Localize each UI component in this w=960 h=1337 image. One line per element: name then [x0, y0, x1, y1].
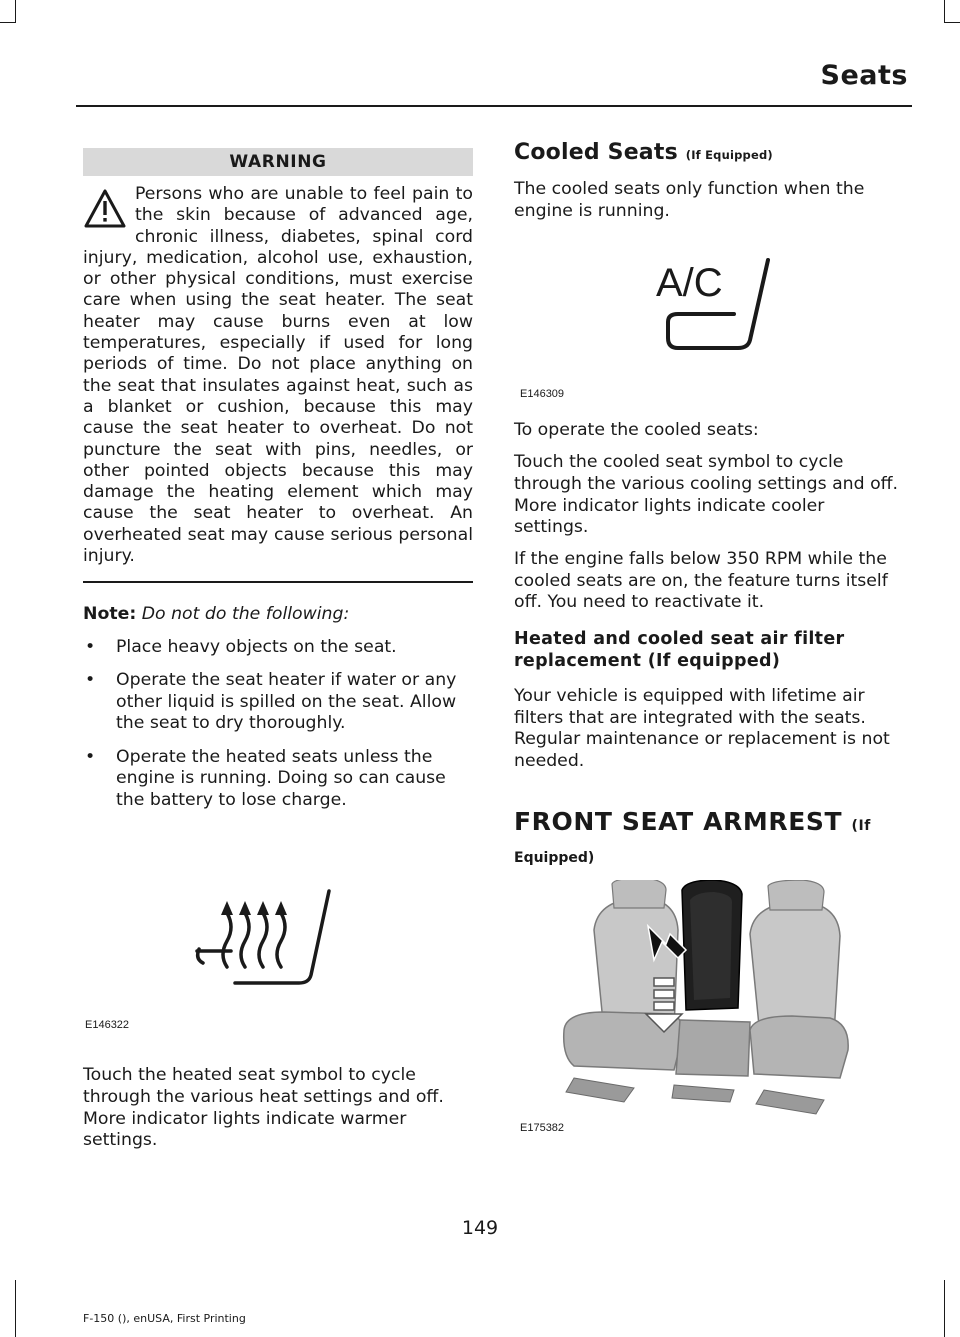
bullet-symbol: • [85, 670, 96, 691]
note [83, 603, 473, 625]
crop-mark-top-left-h [0, 22, 16, 23]
list-item: • Operate the heated seats unless the engine is running. Doing so can cause the battery to lose charge. [85, 746, 446, 810]
heated-seat-figure [83, 823, 473, 1055]
header-rule [76, 105, 912, 107]
cooled-operate-heading: To operate the cooled seats: [514, 420, 759, 441]
cooled-rpm-text: If the engine falls below 350 RPM while the cooled seats are on, the feature turns itself off. You need to reactivate it. [514, 548, 888, 613]
figure-code: E175382 [520, 1121, 565, 1134]
cooled-seats-intro: The cooled seats only function when the engine is running. [514, 179, 865, 221]
warning-triangle-icon [83, 188, 127, 230]
crop-mark-bottom-right-v [944, 1280, 945, 1337]
armrest-qualifier-2: Equipped) [514, 849, 595, 866]
note-label: Note: [83, 603, 137, 624]
crop-mark-top-left-v [15, 0, 16, 22]
figure-code: E146322 [85, 1019, 130, 1032]
page-header-title: Seats [820, 60, 908, 91]
right-column [514, 140, 904, 1160]
armrest-title: FRONT SEAT ARMREST [514, 806, 843, 836]
armrest-figure [514, 870, 904, 1160]
warning-text: Persons who are unable to feel pain to the skin because of advanced age, chronic illness, diabetes, spinal cord injury, medication, alcohol use, exhaustion, or other physical conditions, must exercise care when using the seat heater. The seat heater may cause burns even at low temperatures, especially if used for long periods of time. Do not place anything on the seat that insulates against heat, such as a blanket or cushion, because this may cause the seat heater to overheat. Do not puncture the seat with pins, needles, or other pointed objects because this may damage the heating element which may cause the seat heater to overheat. An overheated seat may cause serious personal injury. [83, 184, 473, 567]
list-item: • Place heavy objects on the seat. [85, 636, 397, 657]
heated-seat-icon [193, 879, 343, 999]
cooled-seats-qualifier: (If Equipped) [685, 148, 773, 162]
filter-heading: Heated and cooled seat air filter replacement (If equipped) [514, 629, 845, 672]
ac-label: A/C [656, 261, 723, 306]
bullet-symbol: • [85, 636, 96, 657]
page-number: 149 [461, 1217, 499, 1239]
left-column [83, 148, 473, 1152]
note-list [83, 637, 473, 812]
figure-code: E146309 [520, 388, 565, 401]
crop-mark-bottom-left-v [15, 1280, 16, 1337]
cooled-seat-figure [514, 222, 904, 412]
cooled-seats-title: Cooled Seats [514, 140, 678, 165]
armrest-heading [514, 807, 904, 836]
cooled-seat-icon [650, 252, 780, 362]
heated-seat-instructions: Touch the heated seat symbol to cycle through the various heat settings and off. More indicator lights indicate warmer settings. [83, 1065, 444, 1151]
cooled-operate-text: Touch the cooled seat symbol to cycle through the various cooling settings and off. More indicator lights indicate cooler settings. [514, 452, 899, 538]
crop-mark-top-right-v [944, 0, 945, 22]
warning-body [83, 184, 473, 567]
filter-text: Your vehicle is equipped with lifetime air filters that are integrated with the seats. Regular maintenance or replacement is not needed. [514, 686, 890, 772]
crop-mark-top-right-h [944, 22, 960, 23]
list-item: • Operate the seat heater if water or any other liquid is spilled on the seat. Allow the seat to dry thoroughly. [85, 670, 457, 734]
armrest-qualifier-1: (If [851, 817, 871, 834]
note-text: Do not do the following: [141, 603, 350, 624]
warning-rule [83, 581, 473, 583]
bullet-symbol: • [85, 746, 96, 767]
cooled-seats-heading [514, 140, 904, 165]
warning-heading: WARNING [83, 148, 473, 176]
front-bench-seat-illustration [554, 880, 854, 1140]
footer-info: F-150 (), enUSA, First Printing [83, 1312, 246, 1325]
